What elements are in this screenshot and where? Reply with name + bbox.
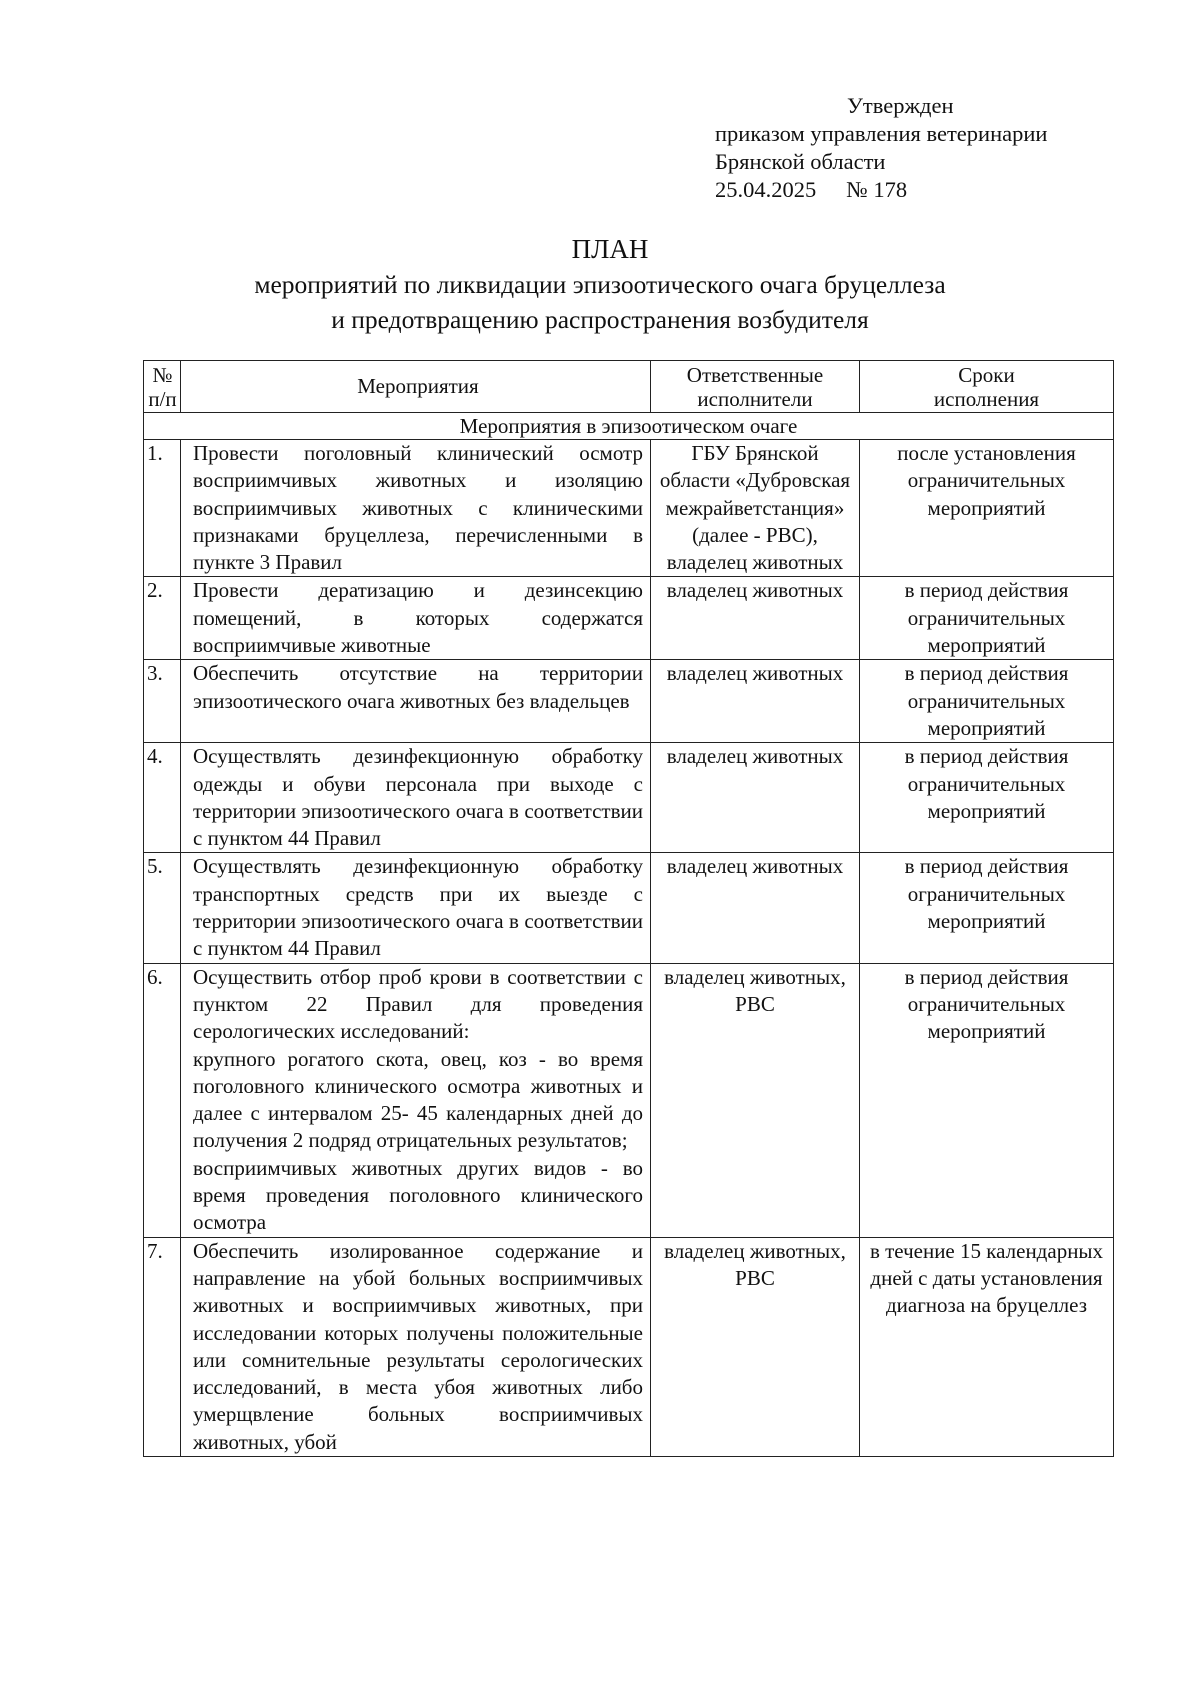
table-header-row (144, 361, 1114, 413)
row-responsible: владелец животных (651, 577, 860, 660)
row-activity: Осуществлять дезинфекционную обработку одежды и обуви персонала при выходе с территории эпизоотического очага в соответствии с пунктом 44 Правил (181, 743, 651, 853)
row-activity: Осуществлять дезинфекционную обработку транспортных средств при их выезде с территории эпизоотического очага в соответствии с пунктом 44 Правил (181, 853, 651, 963)
header-deadline (860, 361, 1114, 413)
table-row (144, 660, 1114, 743)
header-activity: Мероприятия (181, 361, 651, 413)
approval-region-line: Брянской области (715, 149, 886, 174)
table-row (144, 440, 1114, 577)
row-activity (181, 963, 651, 1237)
row-activity: Провести поголовный клинический осмотр восприимчивых животных и изоляцию восприимчивых животных с клиническими признаками бруцеллеза, перечисленными в пункте 3 Правил (181, 440, 651, 577)
table-row (144, 577, 1114, 660)
row-activity-part1: Осуществить отбор проб крови в соответствии с пунктом 22 Правил для проведения серологических исследований: (193, 964, 643, 1044)
table-row (144, 743, 1114, 853)
row-deadline: после установления ограничительных мероприятий (860, 440, 1114, 577)
row-activity: Обеспечить изолированное содержание и направление на убой больных восприимчивых животных и восприимчивых животных, при исследовании которых получены положительные или сомнительные результаты серологических исследований, в места убоя животных либо умерщвление больных восприимчивых животных, убой (181, 1237, 651, 1456)
header-deadline-line2: исполнения (933, 386, 1040, 411)
row-deadline: в период действия ограничительных мероприятий (860, 963, 1114, 1237)
row-deadline: в период действия ограничительных мероприятий (860, 853, 1114, 963)
approval-number: № 178 (846, 177, 908, 202)
row-deadline: в период действия ограничительных мероприятий (860, 743, 1114, 853)
plan-table (143, 360, 1114, 1457)
document-title: ПЛАН (571, 234, 649, 264)
row-deadline: в период действия ограничительных мероприятий (860, 660, 1114, 743)
header-responsible (651, 361, 860, 413)
header-num (144, 361, 181, 413)
header-responsible-line1: Ответственные (686, 362, 824, 387)
header-num-line1: № (152, 362, 173, 387)
row-responsible: владелец животных (651, 853, 860, 963)
row-num: 7. (144, 1237, 181, 1456)
row-num: 5. (144, 853, 181, 963)
row-responsible: владелец животных (651, 743, 860, 853)
table-row (144, 963, 1114, 1237)
row-num: 4. (144, 743, 181, 853)
table-row (144, 1237, 1114, 1456)
header-deadline-line1: Сроки (958, 362, 1015, 387)
approval-date-number (715, 176, 1047, 204)
approval-order-line: приказом управления ветеринарии (715, 121, 1048, 146)
row-activity: Провести дератизацию и дезинсекцию помещений, в которых содержатся восприимчивые животные (181, 577, 651, 660)
row-activity-part3: восприимчивых животных других видов - во время проведения поголовного клинического осмотра (193, 1155, 643, 1235)
row-deadline: в течение 15 календарных дней с даты установления диагноза на бруцеллез (860, 1237, 1114, 1456)
row-responsible: ГБУ Брянской области «Дубровская межрайветстанция» (далее - РВС), владелец животных (651, 440, 860, 577)
header-responsible-line2: исполнители (697, 386, 813, 411)
document-title-block (0, 232, 1200, 336)
document-subtitle-line1: мероприятий по ликвидации эпизоотического очага бруцеллеза (254, 270, 946, 299)
approval-date: 25.04.2025 (715, 177, 817, 202)
header-num-line2: п/п (148, 386, 177, 411)
document-subtitle-line2: и предотвращению распространения возбудителя (331, 305, 869, 334)
row-activity: Обеспечить отсутствие на территории эпизоотического очага животных без владельцев (181, 660, 651, 743)
section-row (144, 413, 1114, 440)
row-num: 3. (144, 660, 181, 743)
row-num: 6. (144, 963, 181, 1237)
row-activity-part2: крупного рогатого скота, овец, коз - во время поголовного клинического осмотра животных и далее с интервалом 25- 45 календарных дней до получения 2 подряд отрицательных результатов; (193, 1046, 643, 1153)
row-num: 2. (144, 577, 181, 660)
row-deadline: в период действия ограничительных мероприятий (860, 577, 1114, 660)
row-responsible: владелец животных, РВС (651, 963, 860, 1237)
row-num: 1. (144, 440, 181, 577)
table-row (144, 853, 1114, 963)
row-responsible: владелец животных (651, 660, 860, 743)
approval-heading: Утвержден (847, 93, 954, 118)
row-responsible: владелец животных, РВС (651, 1237, 860, 1456)
section-heading: Мероприятия в эпизоотическом очаге (144, 413, 1114, 440)
approval-block (715, 92, 1047, 204)
